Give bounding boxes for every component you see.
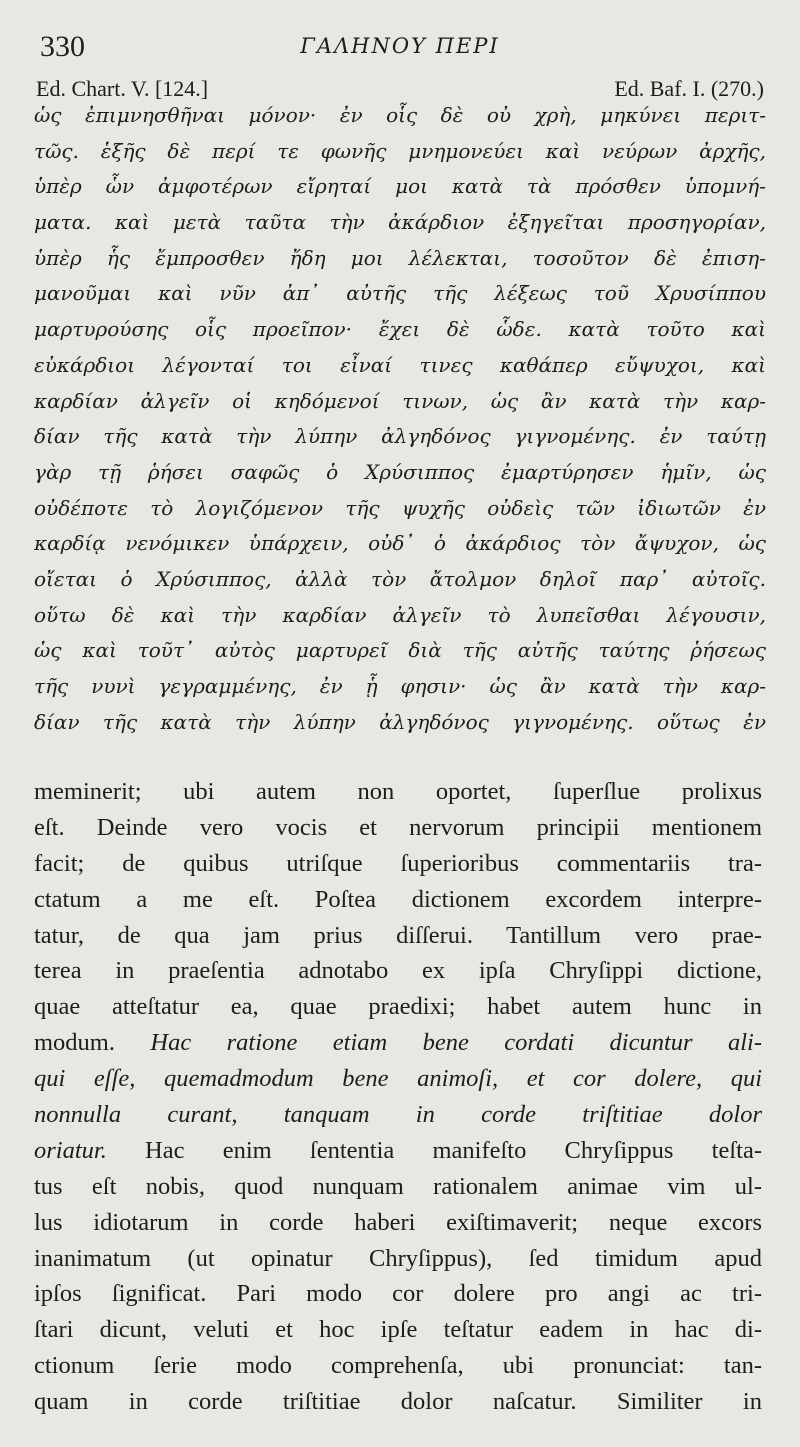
latin-roman-text: tus eſt nobis, quod nunquam rationalem animae vim ul- [34, 1172, 762, 1200]
latin-text-line [34, 1169, 762, 1205]
greek-text-line: οὐδέποτε τὸ λογιζόμενον τῆς ψυχῆς οὐδεὶς τῶν ἰδιωτῶν ἐν [34, 495, 766, 520]
latin-roman-text: quae atteſtatur ea, quae praedixi; habet autem hunc in [34, 993, 762, 1021]
greek-text-line: εὐκάρδιοι λέγονταί τοι εἶναί τινες καθάπερ εὔψυχοι, καὶ [34, 352, 766, 377]
latin-text-line [34, 774, 762, 810]
latin-translation-block [34, 774, 762, 1420]
latin-text-line [34, 989, 762, 1025]
latin-roman-text: lus idiotarum in corde haberi exiſtimaverit; neque excors [34, 1208, 762, 1236]
greek-text-line: δίαν τῆς κατὰ τὴν λύπην ἀλγηδόνος γιγνομένης. οὕτως ἐν [34, 709, 766, 734]
latin-text-line [34, 918, 762, 954]
greek-text-line: μανοῦμαι καὶ νῦν ἀπ᾽ αὐτῆς τῆς λέξεως τοῦ Χρυσίππου [34, 281, 766, 306]
edition-basel-reference: Ed. Baf. I. (270.) [614, 76, 764, 101]
latin-text-line [34, 1205, 762, 1241]
latin-text-line [34, 810, 762, 846]
latin-italic-quotation: nonnulla curant, tanquam in corde triſtitiae dolor [34, 1101, 762, 1129]
latin-text-line [34, 882, 762, 918]
latin-roman-text: ctionum ſerie modo comprehenſa, ubi pronunciat: tan- [34, 1352, 762, 1380]
page-number: 330 [40, 30, 85, 63]
latin-roman-text: inanimatum (ut opinatur Chryſippus), ſed timidum apud [34, 1244, 762, 1272]
greek-text-line: μαρτυρούσης οἷς προεῖπον· ἔχει δὲ ὧδε. κατὰ τοῦτο καὶ [34, 317, 766, 342]
latin-roman-text: terea in praeſentia adnotabo ex ipſa Chryſippi dictione, [34, 957, 762, 985]
latin-roman-text: eſt. Deinde vero vocis et nervorum principii mentionem [34, 813, 762, 841]
latin-text-line [34, 1061, 762, 1097]
latin-roman-text: quam in corde triſtitiae dolor naſcatur. Similiter in [34, 1388, 762, 1416]
latin-text-line [34, 1025, 762, 1061]
latin-text-line [34, 1384, 762, 1420]
latin-text-line [34, 1241, 762, 1277]
greek-text-line: ὡς καὶ τοῦτ᾽ αὐτὸς μαρτυρεῖ διὰ τῆς αὐτῆς ταύτης ῥήσεως [34, 638, 766, 663]
running-title: ΓΑΛΗΝΟΥ ΠΕΡΙ [300, 34, 500, 58]
latin-roman-text: meminerit; ubi autem non oportet, ſuperſlue prolixus [34, 778, 762, 805]
latin-text-line [34, 1133, 762, 1169]
greek-text-line: τῆς νυνὶ γεγραμμένης, ἐν ᾗ φησιν· ὡς ἂν κατὰ τὴν καρ- [34, 674, 766, 698]
latin-roman-text: ctatum a me eſt. Poſtea dictionem excordem interpre- [34, 885, 762, 913]
latin-roman-text: facit; de quibus utriſque ſuperioribus commentariis tra- [34, 849, 762, 877]
latin-italic-quotation: qui eſſe, quemadmodum bene animoſi, et cor dolere, qui [34, 1065, 762, 1093]
latin-roman-text: modum. [34, 1029, 151, 1057]
greek-text-line: ὑπὲρ ὧν ἀμφοτέρων εἴρηταί μοι κατὰ τὰ πρόσθεν ὑπομνή- [34, 174, 766, 199]
greek-text-block [34, 98, 766, 740]
edition-chartier-reference: Ed. Chart. V. [124.] [36, 76, 209, 101]
latin-roman-text: ipſos ſignificat. Pari modo cor dolere pro angi ac tri- [34, 1280, 762, 1308]
greek-text-line: καρδίαν ἀλγεῖν οἱ κηδόμενοί τινων, ὡς ἂν κατὰ τὴν καρ- [34, 388, 766, 413]
latin-text-line [34, 953, 762, 989]
latin-text-line [34, 1097, 762, 1133]
latin-text-line [34, 846, 762, 882]
greek-text-line: οἴεται ὁ Χρύσιππος, ἀλλὰ τὸν ἄτολμον δηλοῖ παρ᾽ αὐτοῖς. [34, 566, 766, 591]
greek-text-line: ματα. καὶ μετὰ ταῦτα τὴν ἀκάρδιον ἐξηγεῖται προσηγορίαν, [34, 210, 766, 235]
latin-text-line [34, 1312, 762, 1348]
greek-text-line: ὑπὲρ ἧς ἔμπροσθεν ἤδη μοι λέλεκται, τοσοῦτον δὲ ἐπιση- [34, 245, 766, 270]
greek-text-line: τῶς. ἑξῆς δὲ περί τε φωνῆς μνημονεύει καὶ νεύρων ἀρχῆς, [34, 138, 766, 163]
greek-text-line: ὡς ἐπιμνησθῆναι μόνον· ἐν οἷς δὲ οὐ χρὴ, μηκύνει περιτ- [34, 103, 766, 127]
latin-roman-text: tatur, de qua jam prius diſſerui. Tantillum vero prae- [34, 921, 762, 949]
latin-italic-quotation: oriatur. [34, 1136, 107, 1164]
latin-text-line [34, 1276, 762, 1312]
greek-text-line: δίαν τῆς κατὰ τὴν λύπην ἀλγηδόνος γιγνομένης. ἐν ταύτῃ [34, 424, 766, 449]
latin-roman-text: ſtari dicunt, veluti et hoc ipſe teſtatur eadem in hac di- [34, 1316, 762, 1344]
running-head [36, 26, 764, 66]
latin-text-line [34, 1348, 762, 1384]
greek-text-line: καρδίᾳ νενόμικεν ὑπάρχειν, οὐδ᾽ ὁ ἀκάρδιος τὸν ἄψυχον, ὡς [34, 531, 766, 556]
greek-text-line: γὰρ τῇ ῥήσει σαφῶς ὁ Χρύσιππος ἐμαρτύρησεν ἡμῖν, ὡς [34, 459, 766, 484]
greek-text-line: οὕτω δὲ καὶ τὴν καρδίαν ἀλγεῖν τὸ λυπεῖσθαι λέγουσιν, [34, 602, 766, 627]
latin-italic-quotation: Hac ratione etiam bene cordati dicuntur ali- [150, 1029, 762, 1057]
latin-roman-text: Hac enim ſententia manifeſto Chryſippus teſta- [106, 1136, 762, 1164]
